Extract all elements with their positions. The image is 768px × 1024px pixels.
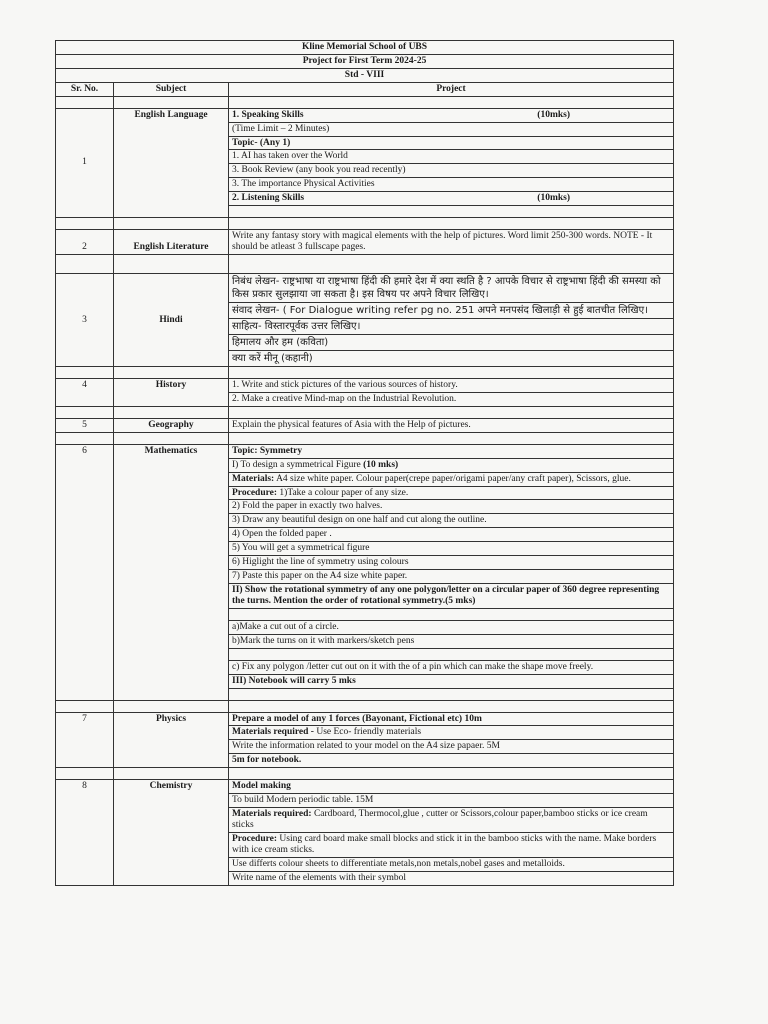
math-step-c: c) Fix any polygon /letter cut out on it with the of a pin which can make the shape move freely.: [229, 660, 674, 674]
sr-4: 4: [56, 378, 114, 406]
project-title: Project for First Term 2024-25: [56, 54, 674, 68]
sr-6: 6: [56, 444, 114, 700]
standard: Std - VIII: [56, 68, 674, 82]
hindi-literature: साहित्य- विस्तारपूर्वक उत्तर लिखिए।: [229, 318, 674, 334]
topic-item: 3. The importance Physical Activities: [229, 178, 674, 192]
sr-1: 1: [56, 108, 114, 217]
chemistry-colour-sheets: Use differts colour sheets to differentiate metals,non metals,nobel gases and metalloids.: [229, 857, 674, 871]
project-sheet: [55, 40, 673, 886]
topic-item: 3. Book Review (any book you read recently): [229, 164, 674, 178]
subject-hindi: Hindi: [114, 273, 229, 366]
project-table: [55, 40, 674, 886]
sr-2: 2: [56, 230, 114, 255]
math-part-1: I) To design a symmetrical Figure (10 mks): [229, 458, 674, 472]
sr-5: 5: [56, 418, 114, 432]
geography-task: Explain the physical features of Asia with the Help of pictures.: [229, 418, 674, 432]
math-step: 3) Draw any beautiful design on one half and cut along the outline.: [229, 514, 674, 528]
subject-english-language: English Language: [114, 108, 229, 217]
math-part-3: III) Notebook will carry 5 mks: [229, 674, 674, 688]
hindi-poem: हिमालय और हम (कविता): [229, 334, 674, 350]
physics-notebook: 5m for notebook.: [229, 754, 674, 768]
speaking-skills: 1. Speaking Skills (10mks): [229, 108, 674, 122]
math-step: 2) Fold the paper in exactly two halves.: [229, 500, 674, 514]
math-procedure: Procedure: 1)Take a colour paper of any size.: [229, 486, 674, 500]
hindi-dialogue: संवाद लेखन- ( For Dialogue writing refer pg no. 251 अपने मनपसंद खिलाड़ी से हुई बातचीत लिखिए।: [229, 302, 674, 318]
hindi-essay: निबंध लेखन- राष्ट्रभाषा या राष्ट्रभाषा हिंदी की हमारे देश में क्या स्थति है ? आपके विचार से राष्ट्रभाषा हिंदी की समस्या को किस प्रकार सुलझाया जा सकता है। इस विषय पर अपने विचार लिखिए।: [229, 273, 674, 302]
col-sr-no: Sr. No.: [56, 82, 114, 96]
math-step: 5) You will get a symmetrical figure: [229, 542, 674, 556]
subject-chemistry: Chemistry: [114, 780, 229, 885]
subject-english-literature: English Literature: [114, 230, 229, 255]
sr-8: 8: [56, 780, 114, 885]
math-materials: Materials: A4 size white paper. Colour paper(crepe paper/origami paper/any craft paper), Scissors, glue.: [229, 472, 674, 486]
topic-item: 1. AI has taken over the World: [229, 150, 674, 164]
chemistry-element-names: Write name of the elements with their symbol: [229, 871, 674, 885]
math-step: 4) Open the folded paper .: [229, 528, 674, 542]
topic-any-1: Topic- (Any 1): [229, 136, 674, 150]
chemistry-model-making: Model making: [229, 780, 674, 794]
chemistry-periodic-table: To build Modern periodic table. 15M: [229, 794, 674, 808]
physics-information: Write the information related to your model on the A4 size papaer. 5M: [229, 740, 674, 754]
subject-history: History: [114, 378, 229, 406]
math-step: 7) Paste this paper on the A4 size white paper.: [229, 570, 674, 584]
history-task-1: 1. Write and stick pictures of the various sources of history.: [229, 378, 674, 392]
col-subject: Subject: [114, 82, 229, 96]
math-step: 6) Higlight the line of symmetry using colours: [229, 556, 674, 570]
hindi-story: क्या करें मीनू (कहानी): [229, 350, 674, 366]
listening-skills: 2. Listening Skills (10mks): [229, 192, 674, 206]
subject-mathematics: Mathematics: [114, 444, 229, 700]
math-step-b: b)Mark the turns on it with markers/sketch pens: [229, 634, 674, 648]
col-project: Project: [229, 82, 674, 96]
history-task-2: 2. Make a creative Mind-map on the Industrial Revolution.: [229, 392, 674, 406]
sr-7: 7: [56, 712, 114, 768]
time-limit: (Time Limit – 2 Minutes): [229, 122, 674, 136]
math-topic: Topic: Symmetry: [229, 444, 674, 458]
school-name: Kline Memorial School of UBS: [56, 41, 674, 55]
sr-3: 3: [56, 273, 114, 366]
physics-materials: Materials required - Use Eco- friendly materials: [229, 726, 674, 740]
physics-task: Prepare a model of any 1 forces (Bayonant, Fictional etc) 10m: [229, 712, 674, 726]
math-part-2: II) Show the rotational symmetry of any one polygon/letter on a circular paper of 360 degree representing the turns. Mention the order of rotational symmetry.(5 mks): [229, 583, 674, 608]
math-step-a: a)Make a cut out of a circle.: [229, 620, 674, 634]
english-literature-task: Write any fantasy story with magical elements with the help of pictures. Word limit 250-300 words. NOTE - It should be atleast 3 fullscape pages.: [229, 230, 674, 255]
chemistry-materials: Materials required: Cardboard, Thermocol,glue , cutter or Scissors,colour paper,bamboo sticks or ice cream sticks: [229, 808, 674, 833]
subject-geography: Geography: [114, 418, 229, 432]
subject-physics: Physics: [114, 712, 229, 768]
chemistry-procedure: Procedure: Using card board make small blocks and stick it in the bamboo sticks with the name. Make borders with ice cream sticks.: [229, 832, 674, 857]
